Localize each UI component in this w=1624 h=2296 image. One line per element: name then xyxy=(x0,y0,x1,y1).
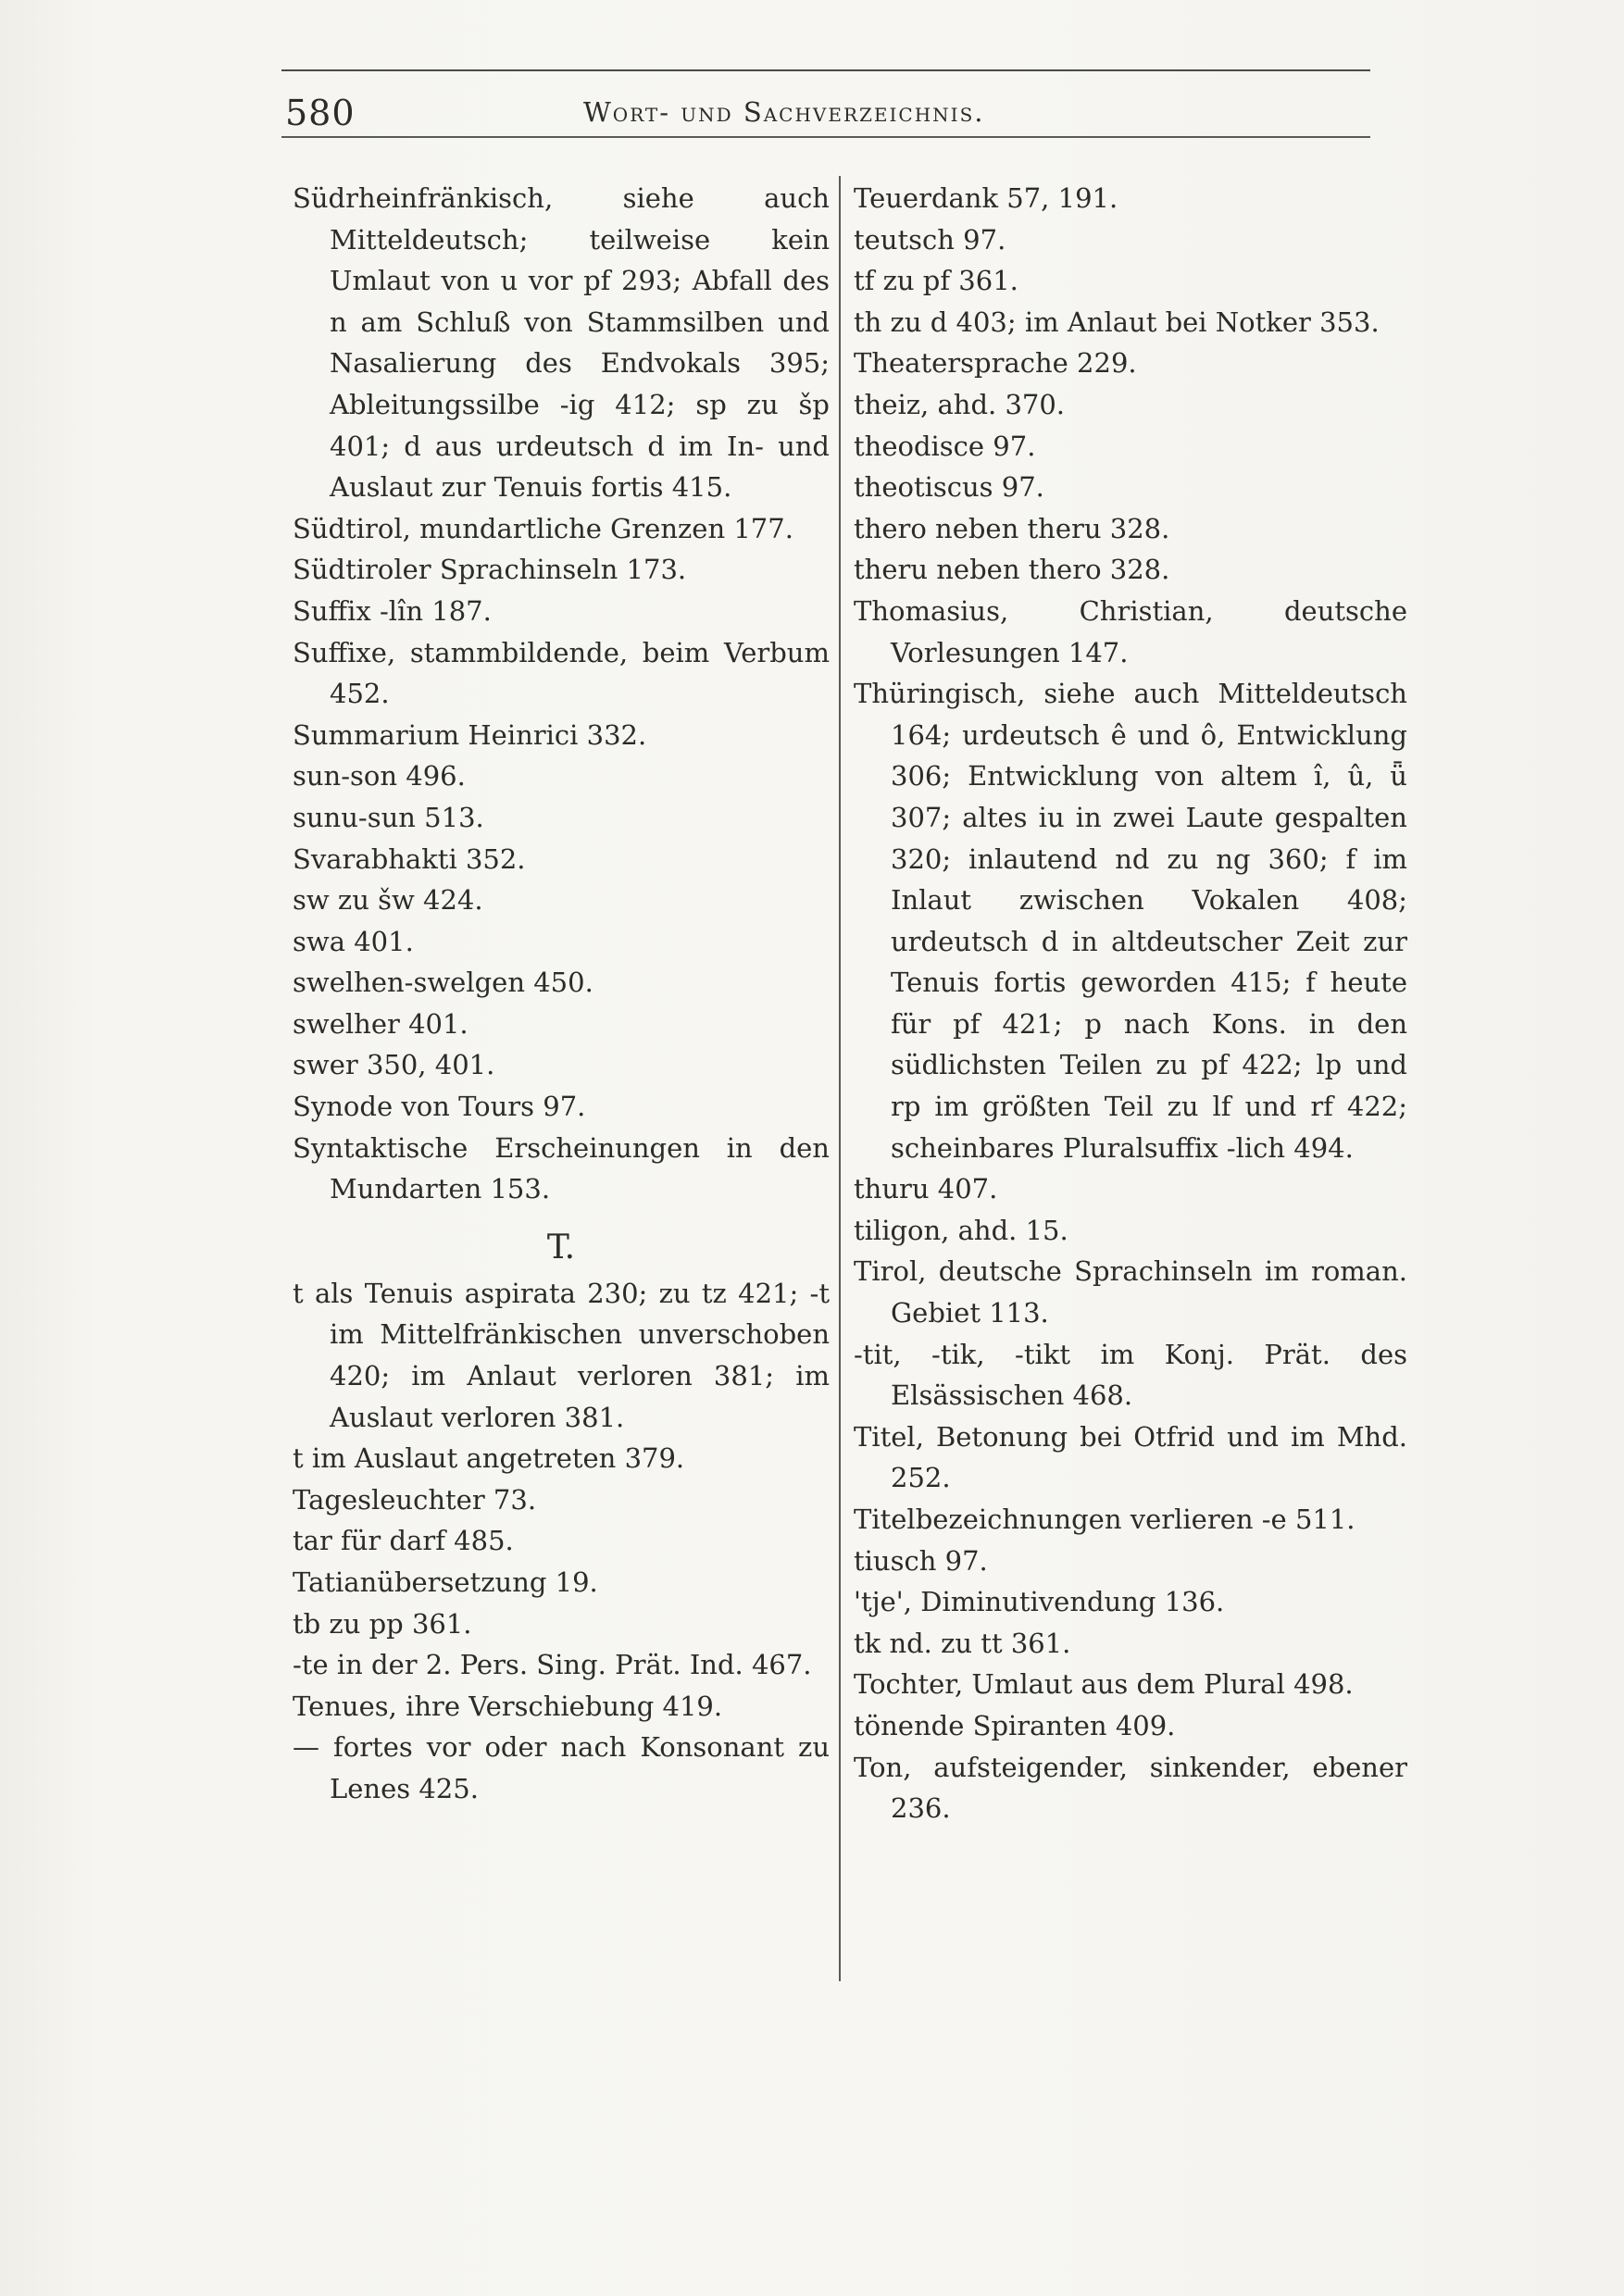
right-column xyxy=(854,178,1407,1829)
index-entry: Tatianübersetzung 19. xyxy=(293,1566,598,1598)
left-entries-before-section xyxy=(293,178,830,1210)
index-entry: 'tje', Diminutivendung 136. xyxy=(854,1586,1225,1618)
index-entry: sw zu šw 424. xyxy=(293,884,483,917)
section-letter-t: T. xyxy=(546,1228,576,1267)
index-entry: tar für darf 485. xyxy=(293,1525,514,1557)
header-rule xyxy=(281,136,1370,138)
index-entry: th zu d 403; im Anlaut bei Notker 353. xyxy=(854,306,1380,338)
index-entry: theiz, ahd. 370. xyxy=(854,388,1066,420)
index-entry: Svarabhakti 352. xyxy=(293,842,526,875)
index-entry: Südtirol, mundartliche Grenzen 177. xyxy=(293,512,793,544)
index-entry: sunu-sun 513. xyxy=(293,801,484,833)
column-divider xyxy=(839,176,841,1981)
index-entry: Südrheinfränkisch, siehe auch Mitteldeutsch; teilweise kein Umlaut von u vor pf 293; Abfall des n am Schluß von Stammsilben und Nasalierung des Endvokals 395; Ableitungssilbe -ig 412; sp zu šp 401; d aus urdeutsch d im In- und Auslaut zur Tenuis fortis 415. xyxy=(293,182,830,504)
index-entry: sun-son 496. xyxy=(293,760,466,792)
right-entries xyxy=(854,178,1407,1829)
index-entry: swelher 401. xyxy=(293,1007,468,1040)
index-entry: Syntaktische Erscheinungen in den Mundarten 153. xyxy=(293,1131,830,1205)
index-entry: Titel, Betonung bei Otfrid und im Mhd. 252. xyxy=(854,1420,1407,1494)
running-title: Wort- und Sachverzeichnis. xyxy=(583,96,985,128)
index-entry: theodisce 97. xyxy=(854,430,1036,462)
index-entry: Tenues, ihre Verschiebung 419. xyxy=(293,1690,723,1722)
index-entry: Thomasius, Christian, deutsche Vorlesungen 147. xyxy=(854,594,1407,668)
index-entry: Summarium Heinrici 332. xyxy=(293,718,647,751)
index-entry: Ton, aufsteigender, sinkender, ebener 236. xyxy=(854,1751,1407,1825)
index-entry: thero neben theru 328. xyxy=(854,512,1170,544)
left-column xyxy=(293,178,830,1810)
index-entry: tb zu pp 361. xyxy=(293,1607,472,1640)
page-number: 580 xyxy=(285,93,356,133)
index-entry: tiligon, ahd. 15. xyxy=(854,1214,1068,1246)
index-entry: theotiscus 97. xyxy=(854,471,1044,504)
index-entry: tf zu pf 361. xyxy=(854,265,1018,297)
index-entry: t im Auslaut angetreten 379. xyxy=(293,1442,685,1475)
index-entry: Synode von Tours 97. xyxy=(293,1091,586,1123)
index-entry: swer 350, 401. xyxy=(293,1049,495,1081)
index-entry: Suffixe, stammbildende, beim Verbum 452. xyxy=(293,636,830,710)
index-entry: -te in der 2. Pers. Sing. Prät. Ind. 467. xyxy=(293,1649,812,1681)
index-entry: Theatersprache 229. xyxy=(854,347,1137,380)
index-entry: Tochter, Umlaut aus dem Plural 498. xyxy=(854,1668,1354,1701)
index-entry: Titelbezeichnungen verlieren -e 511. xyxy=(854,1504,1355,1535)
index-entry: theru neben thero 328. xyxy=(854,554,1170,586)
index-entry: teutsch 97. xyxy=(854,223,1006,256)
index-entry: Tagesleuchter 73. xyxy=(293,1483,537,1516)
index-entry: tönende Spiranten 409. xyxy=(854,1709,1176,1741)
index-entry: tiusch 97. xyxy=(854,1544,988,1577)
index-entry: Thüringisch, siehe auch Mitteldeutsch 164; urdeutsch ê und ô, Entwicklung 306; Entwicklung von altem î, û, ǖ 307; altes iu in zwei Laute gespalten 320; inlautend nd zu ng 360; f im Inlaut zwischen Vokalen 408; urdeutsch d in altdeutscher Zeit zur Tenuis fortis geworden 415; f heute für pf 421; p nach Kons. in den südlichsten Teilen zu pf 422; lp und rp im größten Teil zu lf und rf 422; scheinbares Pluralsuffix -lich 494. xyxy=(854,678,1407,1164)
top-rule xyxy=(281,69,1370,71)
index-entry: tk nd. zu tt 361. xyxy=(854,1627,1071,1659)
index-entry: Tirol, deutsche Sprachinseln im roman. Gebiet 113. xyxy=(854,1255,1407,1329)
index-entry: Südtiroler Sprachinseln 173. xyxy=(293,554,687,586)
index-entry: swa 401. xyxy=(293,925,414,957)
index-entry: Teuerdank 57, 191. xyxy=(854,182,1118,214)
left-entries-after-section xyxy=(293,1273,830,1810)
index-entry: t als Tenuis aspirata 230; zu tz 421; -t im Mittelfränkischen unverschoben 420; im Anlaut verloren 381; im Auslaut verloren 381. xyxy=(293,1277,830,1433)
index-entry: — fortes vor oder nach Konsonant zu Lenes 425. xyxy=(293,1731,830,1804)
index-entry: Suffix -lîn 187. xyxy=(293,594,492,627)
index-entry: swelhen-swelgen 450. xyxy=(293,967,593,999)
index-entry: thuru 407. xyxy=(854,1173,998,1205)
index-entry: -tit, -tik, -tikt im Konj. Prät. des Elsässischen 468. xyxy=(854,1338,1407,1412)
